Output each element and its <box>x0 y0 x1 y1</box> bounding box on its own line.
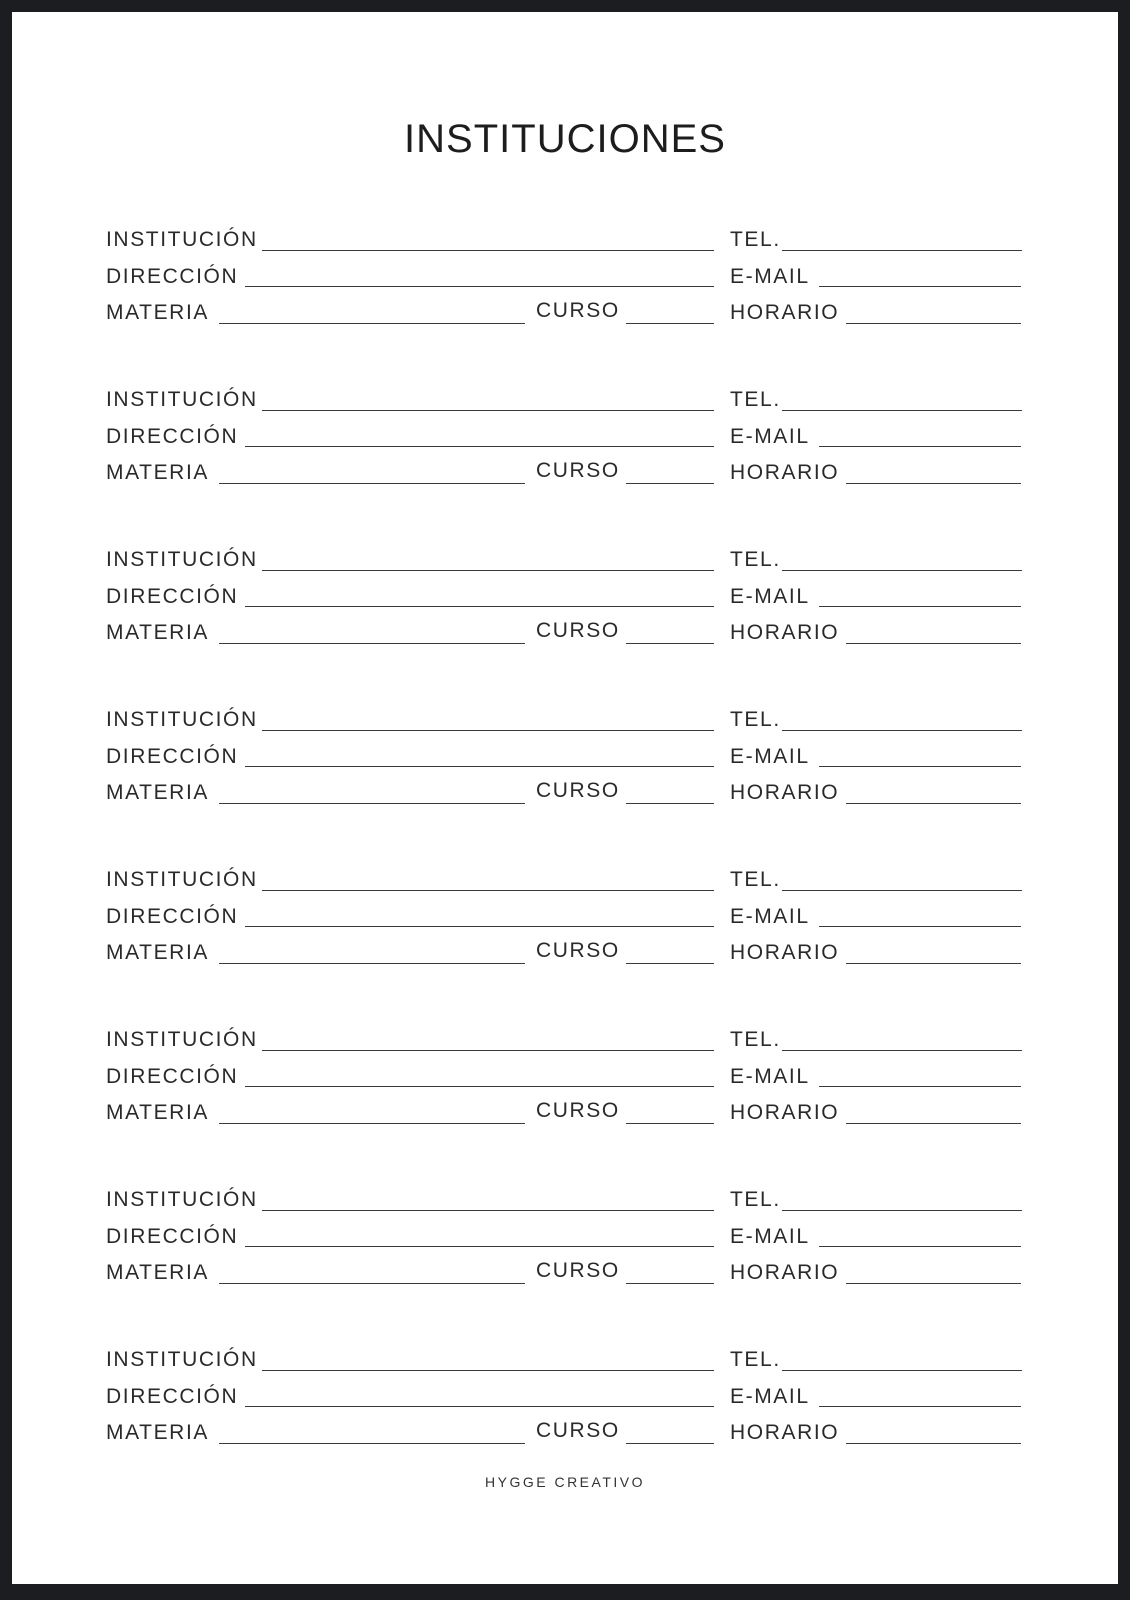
direccion-label: DIRECCIÓN <box>106 905 239 928</box>
materia-field[interactable] <box>219 643 525 644</box>
email-field[interactable] <box>819 286 1021 287</box>
materia-field[interactable] <box>219 803 525 804</box>
tel-label: TEL. <box>730 228 781 251</box>
curso-label: CURSO <box>536 779 620 802</box>
horario-label: HORARIO <box>730 941 840 964</box>
direccion-label: DIRECCIÓN <box>106 425 239 448</box>
institution-entry <box>106 1188 1036 1298</box>
curso-label: CURSO <box>536 619 620 642</box>
curso-field[interactable] <box>626 1283 714 1284</box>
tel-label: TEL. <box>730 708 781 731</box>
institucion-label: INSTITUCIÓN <box>106 388 258 411</box>
curso-field[interactable] <box>626 1443 714 1444</box>
curso-label: CURSO <box>536 299 620 322</box>
institution-entry <box>106 1028 1036 1138</box>
curso-field[interactable] <box>626 323 714 324</box>
institution-entry <box>106 868 1036 978</box>
institucion-field[interactable] <box>262 890 714 891</box>
materia-label: MATERIA <box>106 781 209 804</box>
tel-label: TEL. <box>730 548 781 571</box>
horario-label: HORARIO <box>730 621 840 644</box>
institucion-field[interactable] <box>262 1210 714 1211</box>
materia-field[interactable] <box>219 483 525 484</box>
institucion-field[interactable] <box>262 570 714 571</box>
materia-label: MATERIA <box>106 1101 209 1124</box>
horario-field[interactable] <box>846 483 1021 484</box>
direccion-field[interactable] <box>245 286 714 287</box>
curso-label: CURSO <box>536 1099 620 1122</box>
tel-field[interactable] <box>782 1050 1022 1051</box>
curso-label: CURSO <box>536 1259 620 1282</box>
form-sheet <box>12 12 1118 1584</box>
page-title: INSTITUCIONES <box>404 117 726 161</box>
email-label: E-MAIL <box>730 265 810 288</box>
institution-entry <box>106 708 1036 818</box>
horario-label: HORARIO <box>730 1101 840 1124</box>
horario-field[interactable] <box>846 323 1021 324</box>
horario-label: HORARIO <box>730 1421 840 1444</box>
email-label: E-MAIL <box>730 425 810 448</box>
tel-field[interactable] <box>782 1210 1022 1211</box>
tel-field[interactable] <box>782 570 1022 571</box>
curso-label: CURSO <box>536 1419 620 1442</box>
email-field[interactable] <box>819 1406 1021 1407</box>
direccion-field[interactable] <box>245 606 714 607</box>
institucion-label: INSTITUCIÓN <box>106 1028 258 1051</box>
email-label: E-MAIL <box>730 745 810 768</box>
email-label: E-MAIL <box>730 1385 810 1408</box>
materia-label: MATERIA <box>106 461 209 484</box>
email-label: E-MAIL <box>730 905 810 928</box>
horario-field[interactable] <box>846 803 1021 804</box>
direccion-field[interactable] <box>245 446 714 447</box>
direccion-field[interactable] <box>245 926 714 927</box>
tel-field[interactable] <box>782 730 1022 731</box>
direccion-field[interactable] <box>245 1246 714 1247</box>
horario-field[interactable] <box>846 963 1021 964</box>
curso-field[interactable] <box>626 803 714 804</box>
materia-label: MATERIA <box>106 301 209 324</box>
email-field[interactable] <box>819 1086 1021 1087</box>
tel-label: TEL. <box>730 1188 781 1211</box>
institucion-label: INSTITUCIÓN <box>106 228 258 251</box>
horario-field[interactable] <box>846 1283 1021 1284</box>
horario-label: HORARIO <box>730 461 840 484</box>
institution-entry <box>106 1348 1036 1458</box>
direccion-label: DIRECCIÓN <box>106 585 239 608</box>
institucion-label: INSTITUCIÓN <box>106 1188 258 1211</box>
horario-label: HORARIO <box>730 301 840 324</box>
horario-field[interactable] <box>846 1123 1021 1124</box>
email-label: E-MAIL <box>730 585 810 608</box>
horario-label: HORARIO <box>730 1261 840 1284</box>
direccion-field[interactable] <box>245 766 714 767</box>
institucion-field[interactable] <box>262 730 714 731</box>
tel-field[interactable] <box>782 1370 1022 1371</box>
horario-label: HORARIO <box>730 781 840 804</box>
direccion-label: DIRECCIÓN <box>106 1385 239 1408</box>
institucion-field[interactable] <box>262 250 714 251</box>
tel-field[interactable] <box>782 890 1022 891</box>
email-field[interactable] <box>819 446 1021 447</box>
tel-label: TEL. <box>730 388 781 411</box>
horario-field[interactable] <box>846 643 1021 644</box>
tel-label: TEL. <box>730 868 781 891</box>
tel-field[interactable] <box>782 250 1022 251</box>
direccion-field[interactable] <box>245 1086 714 1087</box>
institucion-label: INSTITUCIÓN <box>106 708 258 731</box>
email-field[interactable] <box>819 766 1021 767</box>
institution-entry <box>106 388 1036 498</box>
curso-field[interactable] <box>626 643 714 644</box>
institucion-field[interactable] <box>262 1370 714 1371</box>
curso-label: CURSO <box>536 459 620 482</box>
email-label: E-MAIL <box>730 1065 810 1088</box>
tel-label: TEL. <box>730 1348 781 1371</box>
curso-field[interactable] <box>626 1123 714 1124</box>
institucion-label: INSTITUCIÓN <box>106 548 258 571</box>
curso-field[interactable] <box>626 963 714 964</box>
tel-field[interactable] <box>782 410 1022 411</box>
brand-footer: HYGGE CREATIVO <box>485 1474 645 1490</box>
direccion-field[interactable] <box>245 1406 714 1407</box>
curso-label: CURSO <box>536 939 620 962</box>
materia-field[interactable] <box>219 963 525 964</box>
direccion-label: DIRECCIÓN <box>106 745 239 768</box>
email-label: E-MAIL <box>730 1225 810 1248</box>
direccion-label: DIRECCIÓN <box>106 1225 239 1248</box>
email-field[interactable] <box>819 1246 1021 1247</box>
direccion-label: DIRECCIÓN <box>106 265 239 288</box>
materia-field[interactable] <box>219 1123 525 1124</box>
materia-label: MATERIA <box>106 621 209 644</box>
institucion-field[interactable] <box>262 1050 714 1051</box>
materia-field[interactable] <box>219 323 525 324</box>
tel-label: TEL. <box>730 1028 781 1051</box>
materia-field[interactable] <box>219 1443 525 1444</box>
direccion-label: DIRECCIÓN <box>106 1065 239 1088</box>
institucion-label: INSTITUCIÓN <box>106 868 258 891</box>
materia-field[interactable] <box>219 1283 525 1284</box>
email-field[interactable] <box>819 606 1021 607</box>
institucion-label: INSTITUCIÓN <box>106 1348 258 1371</box>
institucion-field[interactable] <box>262 410 714 411</box>
curso-field[interactable] <box>626 483 714 484</box>
institution-entry <box>106 548 1036 658</box>
institution-entry <box>106 228 1036 338</box>
horario-field[interactable] <box>846 1443 1021 1444</box>
materia-label: MATERIA <box>106 1261 209 1284</box>
materia-label: MATERIA <box>106 1421 209 1444</box>
email-field[interactable] <box>819 926 1021 927</box>
materia-label: MATERIA <box>106 941 209 964</box>
